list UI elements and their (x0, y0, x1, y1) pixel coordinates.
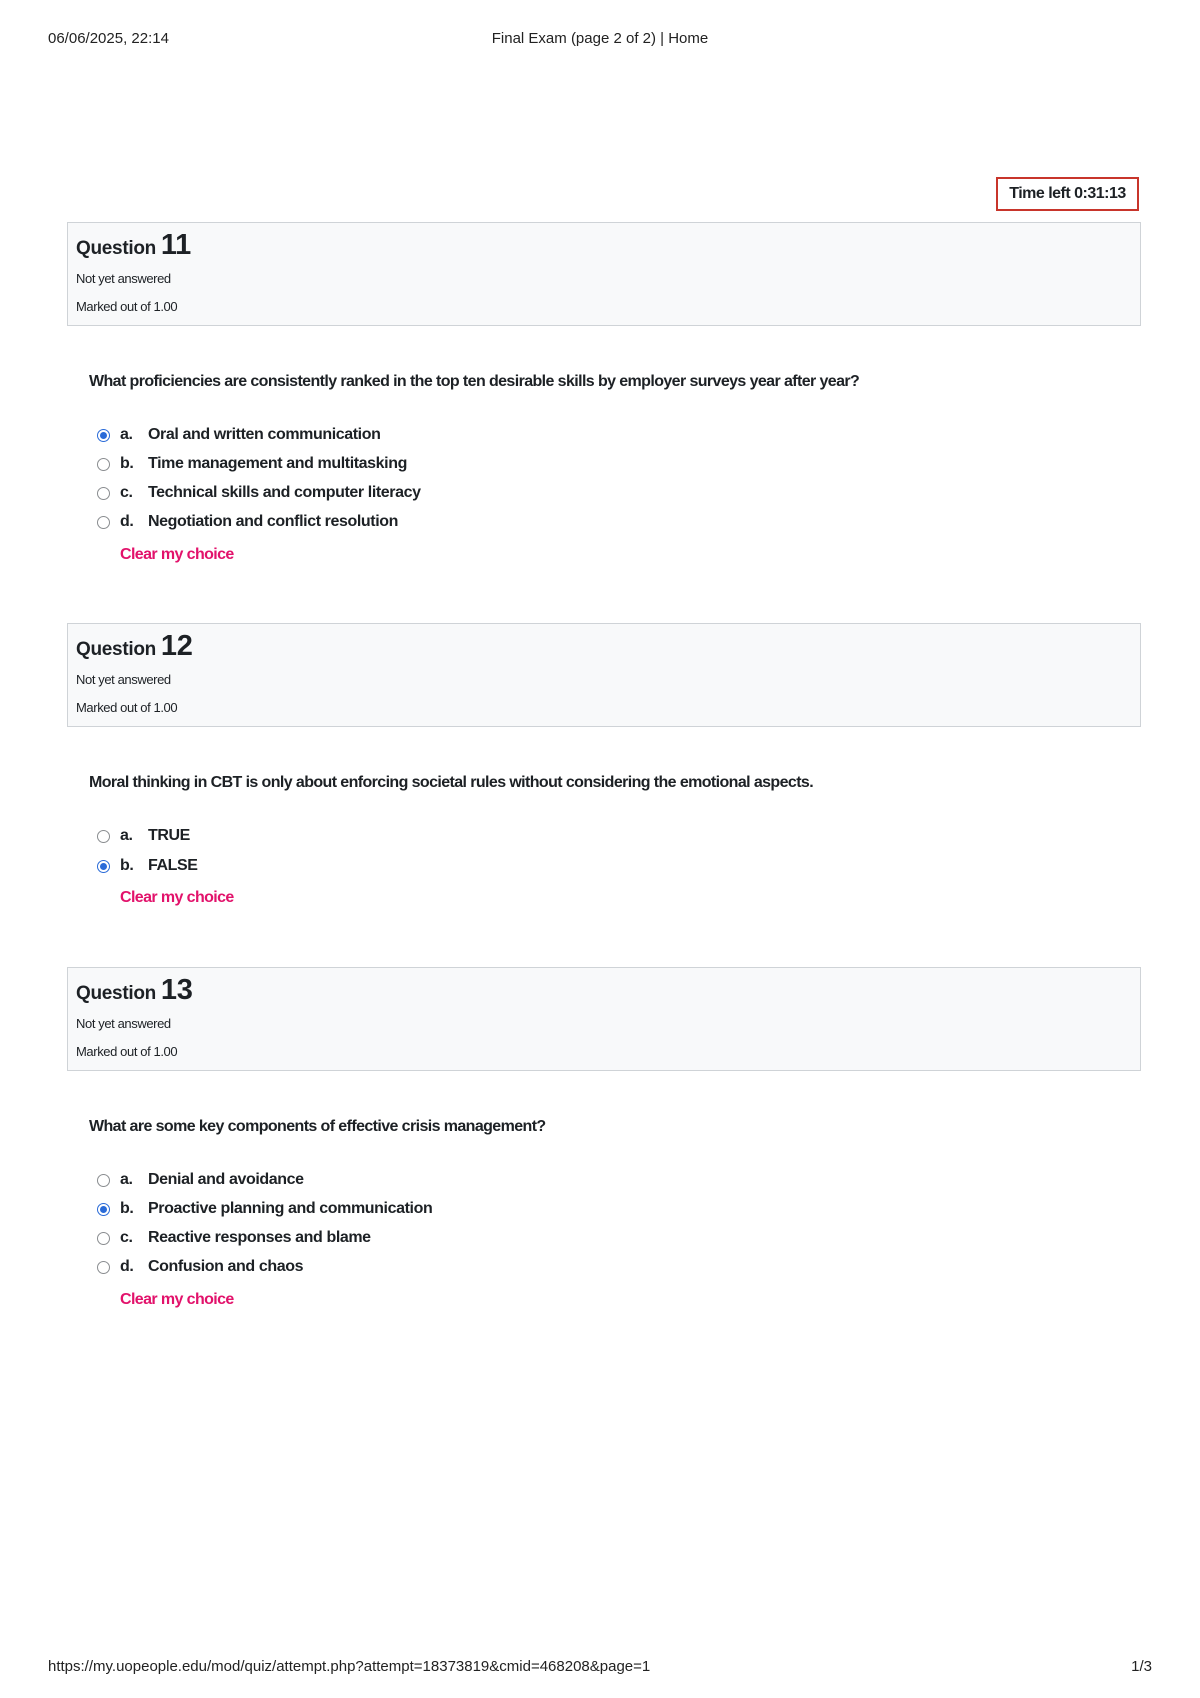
answer-option-11b[interactable] (97, 451, 407, 477)
radio-icon[interactable] (97, 487, 110, 500)
print-url: https://my.uopeople.edu/mod/quiz/attempt.php?attempt=18373819&cmid=468208&page=1 (48, 1658, 651, 1675)
question-number: 13 (160, 974, 193, 1006)
answer-option-13d[interactable] (97, 1254, 303, 1280)
radio-icon[interactable] (97, 516, 110, 529)
print-page-title: Final Exam (page 2 of 2) | Home (491, 30, 709, 47)
time-left-timer: Time left 0:31:13 (996, 177, 1139, 211)
question-title: Question 12 (76, 630, 193, 662)
answer-label: Oral and written communication (148, 426, 381, 443)
answer-option-11a[interactable] (97, 422, 380, 448)
answer-letter: a. (120, 827, 133, 844)
question-number: 11 (160, 229, 191, 261)
answer-letter: c. (120, 1229, 133, 1246)
question-mark: Marked out of 1.00 (76, 700, 178, 715)
question-text-12: Moral thinking in CBT is only about enforcing societal rules without considering the emotional aspects. (89, 774, 814, 791)
answer-letter: a. (120, 426, 133, 443)
question-state: Not yet answered (76, 271, 171, 286)
clear-choice-link-13[interactable]: Clear my choice (120, 1291, 234, 1308)
answer-letter: b. (120, 857, 134, 874)
radio-selected-icon[interactable] (97, 860, 110, 873)
radio-icon[interactable] (97, 830, 110, 843)
answer-label: FALSE (148, 857, 198, 874)
radio-icon[interactable] (97, 458, 110, 471)
answer-label: Technical skills and computer literacy (148, 484, 421, 501)
question-title: Question 11 (76, 229, 191, 261)
print-page-number: 1/3 (1131, 1658, 1152, 1675)
radio-selected-icon[interactable] (97, 429, 110, 442)
answer-option-12b[interactable] (97, 853, 198, 879)
answer-label: Negotiation and conflict resolution (148, 513, 399, 530)
clear-choice-link-12[interactable]: Clear my choice (120, 889, 234, 906)
question-info-11 (67, 222, 1141, 326)
question-state: Not yet answered (76, 1016, 171, 1031)
answer-letter: b. (120, 455, 134, 472)
question-text-11: What proficiencies are consistently ranked in the top ten desirable skills by employer surveys year after year? (89, 373, 860, 390)
radio-icon[interactable] (97, 1261, 110, 1274)
answer-option-13b[interactable] (97, 1196, 432, 1222)
radio-icon[interactable] (97, 1174, 110, 1187)
question-info-12 (67, 623, 1141, 727)
question-mark: Marked out of 1.00 (76, 299, 178, 314)
answer-letter: c. (120, 484, 133, 501)
answer-letter: d. (120, 513, 134, 530)
question-number: 12 (160, 630, 193, 662)
answer-label: Proactive planning and communication (148, 1200, 433, 1217)
answer-option-13c[interactable] (97, 1225, 371, 1251)
clear-choice-link-11[interactable]: Clear my choice (120, 546, 234, 563)
answer-letter: b. (120, 1200, 134, 1217)
question-text-13: What are some key components of effective crisis management? (89, 1118, 546, 1135)
question-title: Question 13 (76, 974, 193, 1006)
question-info-13 (67, 967, 1141, 1071)
answer-label: Denial and avoidance (148, 1171, 304, 1188)
print-datetime: 06/06/2025, 22:14 (48, 30, 169, 47)
answer-label: Confusion and chaos (148, 1258, 304, 1275)
answer-option-12a[interactable] (97, 823, 190, 849)
answer-letter: a. (120, 1171, 133, 1188)
answer-label: Reactive responses and blame (148, 1229, 371, 1246)
question-state: Not yet answered (76, 672, 171, 687)
answer-option-13a[interactable] (97, 1167, 304, 1193)
question-mark: Marked out of 1.00 (76, 1044, 178, 1059)
answer-option-11d[interactable] (97, 509, 398, 535)
radio-selected-icon[interactable] (97, 1203, 110, 1216)
answer-option-11c[interactable] (97, 480, 421, 506)
answer-label: TRUE (148, 827, 190, 844)
radio-icon[interactable] (97, 1232, 110, 1245)
answer-letter: d. (120, 1258, 134, 1275)
answer-label: Time management and multitasking (148, 455, 407, 472)
